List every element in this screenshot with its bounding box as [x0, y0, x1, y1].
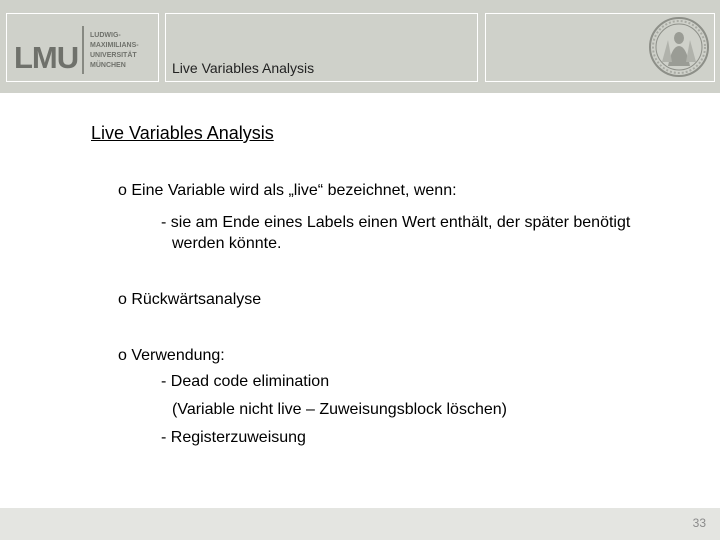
logo-wordmark: LMU	[14, 40, 79, 75]
header-title-box	[165, 13, 478, 82]
logo-line-2: MAXIMILIANS-	[90, 42, 139, 49]
sub-bullet-definition-line1: - sie am Ende eines Labels einen Wert enthält, der später benötigt	[161, 214, 631, 231]
sub-bullet-dead-code: - Dead code elimination	[161, 373, 330, 390]
logo-line-1: LUDWIG-	[90, 32, 121, 39]
header-seal-box	[485, 13, 715, 82]
slide-title: Live Variables Analysis	[91, 123, 274, 143]
sub-bullet-register-allocation: - Registerzuweisung	[161, 429, 306, 446]
logo-line-3: UNIVERSITÄT	[90, 52, 137, 59]
lmu-logo	[6, 13, 159, 82]
sub-bullet-dead-code-note: (Variable nicht live – Zuweisungsblock löschen)	[172, 401, 507, 418]
page-number: 33	[692, 516, 706, 530]
logo-line-4: MÜNCHEN	[90, 62, 126, 69]
bullet-live-definition: o Eine Variable wird als „live“ bezeichnet, wenn:	[118, 182, 457, 199]
header-bar	[0, 0, 720, 93]
header-title: Live Variables Analysis	[172, 60, 315, 76]
bullet-backward-analysis: o Rückwärtsanalyse	[118, 291, 262, 308]
footer-bar	[0, 508, 720, 540]
bullet-usage: o Verwendung:	[118, 347, 225, 364]
sub-bullet-definition-line2: werden könnte.	[172, 235, 282, 252]
university-seal-icon	[648, 16, 710, 78]
